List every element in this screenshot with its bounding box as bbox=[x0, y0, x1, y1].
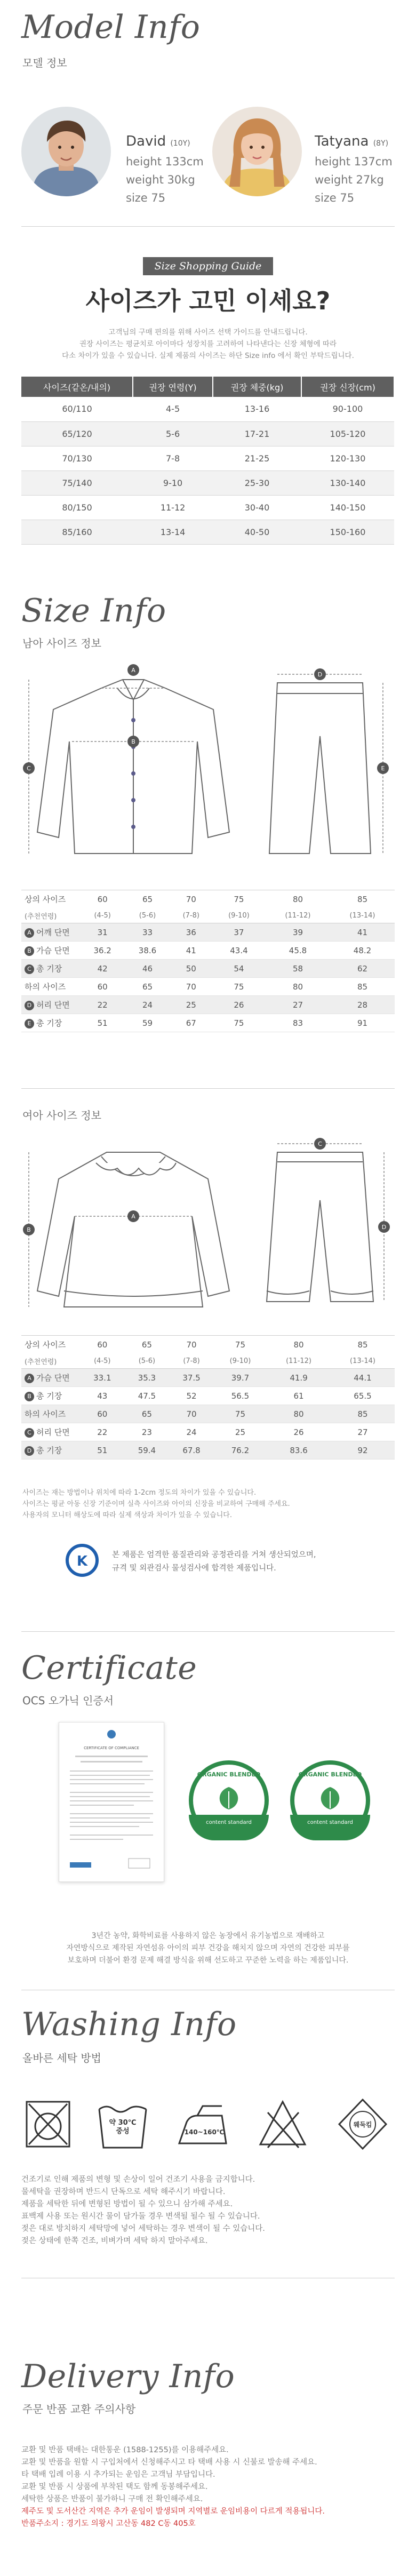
return-address: 반품주소지 : 경기도 의왕시 고산동 482 C동 405호 bbox=[21, 2519, 196, 2528]
boy-model-name: David (10Y) bbox=[126, 133, 190, 149]
svg-text:E: E bbox=[381, 765, 385, 772]
delivery-warning: 제주도 및 도서산간 지역은 추가 운임이 발생되며 지역별로 운임비용이 다르게 적용됩니다. bbox=[21, 2507, 325, 2516]
svg-text:A: A bbox=[131, 1213, 135, 1220]
size-guide-table bbox=[21, 377, 395, 545]
certificate-subtitle: OCS 오가닉 인증서 bbox=[22, 1694, 114, 1707]
svg-text:D: D bbox=[317, 671, 323, 678]
table-row: B 총 기장 43 47.5 52 56.5 61 65.5 bbox=[21, 1387, 395, 1405]
girl-size-subtitle: 여아 사이즈 정보 bbox=[22, 1109, 101, 1122]
certificate-document bbox=[59, 1722, 164, 1882]
kc-certification-text: 본 제품은 엄격한 품질관리와 공정관리를 거쳐 생산되었으며, 규격 및 외관검사 물성검사에 합격한 제품입니다. bbox=[112, 1551, 316, 1573]
table-header: 사이즈(같온/내의) 권장 연령(Y) 권장 체중(kg) 권장 신장(cm) bbox=[21, 377, 394, 397]
certificate-doc-title: CERTIFICATE OF COMPLIANCE bbox=[84, 1746, 139, 1750]
model-info-subtitle: 모델 정보 bbox=[22, 57, 67, 69]
table-row: C 허리 단면 22 23 24 25 26 27 bbox=[21, 1423, 395, 1441]
boy-model-stats bbox=[126, 153, 204, 207]
boy-size: size 75 bbox=[126, 192, 166, 204]
boy-size-subtitle: 남아 사이즈 정보 bbox=[22, 637, 101, 650]
leaf-icon bbox=[213, 1785, 245, 1812]
certificate-description: 3년간 농약, 화학비료를 사용하지 않은 농장에서 유기농법으로 재배하고 자연방식으로 제작된 자연섬유 아이의 피부 건강을 해치지 않으며 자연의 건강한 피부를 보호하며 더불어 환경 문제 해결 방식을 위해 선도하고 꾸준한 노력을 하는 제품입니다. bbox=[66, 1932, 350, 1965]
girl-height: height 137cm bbox=[315, 155, 393, 168]
table-row: E 총 기장 51 59 67 75 83 91 bbox=[21, 1014, 395, 1032]
boy-model-photo bbox=[21, 107, 111, 196]
table-row: 상의 사이즈 60 65 70 75 80 85 bbox=[21, 890, 395, 908]
washing-instructions: 건조기로 인해 제품의 변형 및 손상이 일어 건조기 사용을 금지합니다. 물세탁을 권장하며 반드시 단독으로 세탁 해주시기 바랍니다. 제품을 세탁한 뒤에 변형된 방법이 될 수 있으니 삼가해 주세요. 표백제 사용 또는 원시간 물이 담가둘 경우 변색될 될수 될 수 있습니다. 젖은 대로 방치하지 세탁망에 넣어 세탁하는 경우 변색이 될 수 있습니다. 젖은 상태에 한쪽 건조, 비벼가며 세탁 하지 말아주세요. bbox=[21, 2175, 265, 2245]
table-row: 70/130 7-8 21-25 120-130 bbox=[21, 446, 394, 470]
table-row: B 가슴 단면 36.2 38.6 41 43.4 45.8 48.2 bbox=[21, 942, 395, 960]
washing-info-subtitle: 올바른 세탁 방법 bbox=[22, 2052, 101, 2064]
table-row: 80/150 11-12 30-40 140-150 bbox=[21, 495, 394, 520]
table-row: 하의 사이즈 60 65 70 75 80 85 bbox=[21, 1405, 395, 1423]
girl-weight: weight 27kg bbox=[315, 173, 384, 186]
girl-model-stats bbox=[315, 153, 393, 207]
table-row: (추천연령) (4-5) (5-6) (7-8) (9-10) (11-12) (13-14) bbox=[21, 908, 395, 923]
size-guide-badge: Size Shopping Guide bbox=[143, 257, 273, 275]
size-notes: 사이즈는 재는 방법이나 위치에 따라 1-2cm 정도의 차이가 있을 수 있습니다. 사이즈는 평균 아동 신장 기준이며 실측 사이즈와 아이의 신장을 비교하여 구매해 주세요. 사용자의 모니터 해상도에 따라 실제 색상과 차이가 있을 수 있습니다. bbox=[22, 1489, 290, 1519]
kc-certification-icon bbox=[65, 1543, 99, 1577]
size-info-title: Size Info bbox=[21, 592, 166, 629]
divider bbox=[21, 1631, 395, 1632]
svg-text:B: B bbox=[27, 1226, 31, 1233]
table-row: 상의 사이즈 60 65 70 75 80 85 bbox=[21, 1336, 395, 1354]
size-guide-title: 사이즈가 고민 이세요? bbox=[85, 286, 331, 315]
svg-text:C: C bbox=[27, 765, 31, 772]
table-row: 65/120 5-6 17-21 105-120 bbox=[21, 421, 394, 446]
table-row: D 총 기장 51 59.4 67.8 76.2 83.6 92 bbox=[21, 1441, 395, 1460]
wash-30-neutral-icon: 약 30℃ 중성 bbox=[96, 2096, 149, 2152]
size-guide-description: 고객님의 구매 편의를 위해 사이즈 선택 가이드를 안내드립니다. 권장 사이즈는 평균치로 아이마다 성장치를 고려하여 나타낸다는 신장 체형에 따라 다소 차이가 있을 수 있습니다. 실제 제품의 사이즈는 하단 Size info 에서 확인 부탁드립니다. bbox=[62, 328, 354, 360]
table-row: A 가슴 단면 33.1 35.3 37.5 39.7 41.9 44.1 bbox=[21, 1369, 395, 1387]
boy-weight: weight 30kg bbox=[126, 173, 195, 186]
no-tumble-dry-icon bbox=[21, 2096, 75, 2152]
svg-text:K: K bbox=[76, 1553, 88, 1569]
table-row: 85/160 13-14 40-50 150-160 bbox=[21, 520, 394, 544]
delivery-info-subtitle: 주문 반품 교환 주의사항 bbox=[22, 2403, 136, 2415]
svg-text:C: C bbox=[318, 1141, 322, 1147]
table-row: D 허리 단면 22 24 25 26 27 28 bbox=[21, 996, 395, 1014]
certificate-title: Certificate bbox=[21, 1649, 197, 1687]
delivery-instructions: 교환 및 반품 택배는 대한통운 (1588-1255)를 이용해주세요. 교환 및 반품을 원할 시 구입처에서 신청해주시고 타 택배 사용 시 신불로 발송해 주세요. 타 택배 입례 이용 시 추가되는 운임은 고객님 부담입니다. 교환 및 반품 시 상품에 부착된 택도 함께 동봉해주세요. 세탁한 상품은 반품이 불가하니 구매 전 확인해주세요. 제주도 및 도서산간 지역은 추가 운임이 발생되며 지역별로 운임비용이 다르게 적용됩니다. 반품주소지 : 경기도 의왕시 고산동 482 C동 405호 bbox=[21, 2444, 395, 2530]
leaf-icon bbox=[314, 1785, 346, 1812]
boy-shirt-diagram bbox=[21, 661, 245, 870]
girl-model-photo bbox=[212, 107, 302, 196]
delivery-info-title: Delivery Info bbox=[21, 2358, 235, 2395]
girl-size: size 75 bbox=[315, 192, 355, 204]
table-row: 75/140 9-10 25-30 130-140 bbox=[21, 470, 394, 495]
divider bbox=[21, 226, 395, 227]
girl-top-diagram bbox=[21, 1131, 245, 1323]
girl-pants-diagram bbox=[256, 1131, 395, 1323]
boy-pants-diagram bbox=[256, 661, 395, 870]
boy-height: height 133cm bbox=[126, 155, 204, 168]
table-row: (추천연령) (4-5) (5-6) (7-8) (9-10) (11-12) (13-14) bbox=[21, 1354, 395, 1369]
organic-blended-badge-2: ORGANIC BLENDED content standard bbox=[290, 1760, 370, 1840]
girl-size-table bbox=[21, 1335, 395, 1460]
girl-model-name: Tatyana (8Y) bbox=[315, 133, 389, 149]
table-row: A 어깨 단면 31 33 36 37 39 41 bbox=[21, 923, 395, 942]
no-bleach-icon bbox=[256, 2096, 309, 2152]
organic-blended-badge-1: ORGANIC BLENDED content standard bbox=[189, 1760, 269, 1840]
svg-text:D: D bbox=[381, 1224, 387, 1231]
table-row: C 총 기장 42 46 50 54 58 62 bbox=[21, 960, 395, 978]
iron-140-160-icon: 140~160℃ bbox=[176, 2096, 229, 2152]
washing-info-title: Washing Info bbox=[21, 2006, 237, 2043]
divider bbox=[21, 1088, 395, 1089]
table-row: 60/110 4-5 13-16 90-100 bbox=[21, 397, 394, 421]
model-info-title: Model Info bbox=[21, 9, 201, 46]
svg-text:B: B bbox=[131, 738, 135, 745]
shade-dry-icon: 웨둑킴 bbox=[336, 2096, 389, 2152]
svg-text:A: A bbox=[131, 667, 135, 674]
table-row: 하의 사이즈 60 65 70 75 80 85 bbox=[21, 978, 395, 996]
boy-size-table bbox=[21, 890, 395, 1032]
